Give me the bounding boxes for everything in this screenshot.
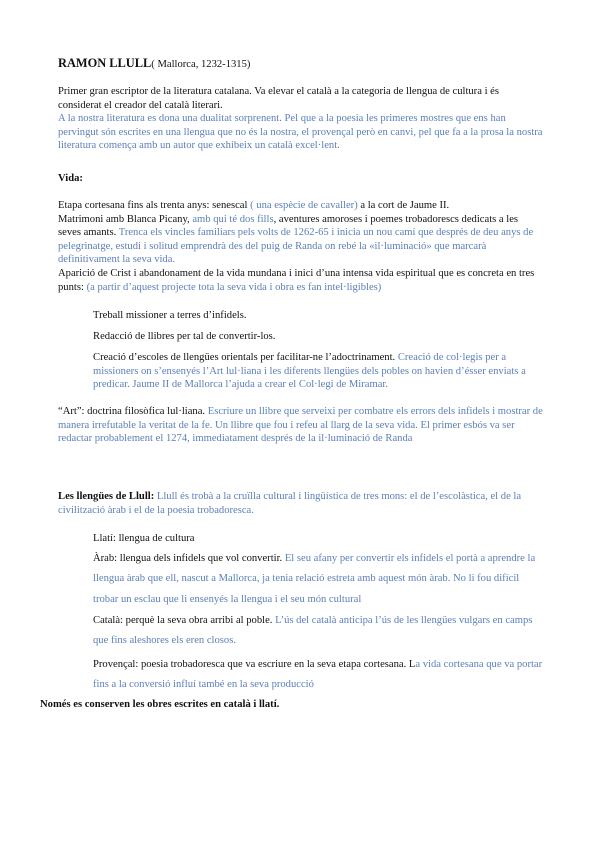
list-item: Àrab: llengua dels infidels que vol convertir. El seu afany per convertir els infidels el portà a aprendre la llengua àrab que ell, nascut a Mallorca, ja tenia relació estreta amb aquest món àrab. No li fou difícil trobar un esclau que li ensenyés la llengua i el seu món cultural <box>93 553 536 605</box>
list-item: Creació d’escoles de llengües orientals per facilitar-ne l’adoctrinament. Creació de col·legis per a missioners on s’ensenyés l’Art lul·liana i les diferents llengües dels pobles on havien d’ésser enviats a predicar. Jaume II de Mallorca l’ajuda a crear el Col·legi de Miramar. <box>93 352 526 391</box>
list-item: Català: perquè la seva obra arribi al poble. L’ús del català anticipa l’ús de les llengües vulgars en camps que fins aleshores els eren closos. <box>93 615 533 647</box>
title-name: RAMON LLULL <box>58 56 152 70</box>
art-paragraph: “Art”: doctrina filosòfica lul·liana. Escriure un llibre que serveixi per combatre els errors dels infidels i mostrar de manera irrefutable la veritat de la fe. Un llibre que fou i refeu al llarg de la seva vida. El primer esbós va ser redactar probablement el 1274, immediatament després de la il·luminació de Randa <box>58 406 543 445</box>
list-item: Treball missioner a terres d’infidels. <box>93 310 247 321</box>
list-item: Provençal: poesia trobadoresca que va escriure en la seva etapa cortesana. La vida cortesana que va portar fins a la conversió influí també en la seva producció <box>93 659 543 691</box>
section-heading-vida: Vida: <box>58 173 83 184</box>
title-dates: ( Mallorca, 1232-1315) <box>151 59 251 70</box>
intro-paragraph: Primer gran escriptor de la literatura catalana. Va elevar el català a la categoria de llengua de cultura i és considerat el creador del català literari. A la nostra literatura es dona una dualitat sorprenent. Pel que a la poesia les primeres mostres que ens han pervingut són escrites en una llengua que no és la nostra, el provençal però en canvi, pel que fa a la prosa la nostra literatura comença amb un autor que exhibeix un català excel·lent. <box>58 86 543 152</box>
list-item: Redacció de llibres per tal de convertir-los. <box>93 331 276 342</box>
closing-note: Només es conserven les obres escrites en català i llatí. <box>40 699 280 710</box>
page-title <box>58 56 250 71</box>
list-item: Llatí: llengua de cultura <box>93 533 195 544</box>
vida-paragraph: Etapa cortesana fins als trenta anys: senescal ( una espècie de cavaller) a la cort de Jaume II. Matrimoni amb Blanca Picany, amb qui té dos fills, aventures amoroses i poemes trobadorescs dedicats a les seves amants. Trenca els vincles familiars pels volts de 1262-65 i inicia un nou camí que després de deu anys de pelegrinatge, estudi i solitud emprendrà des del puig de Randa on rebé la «il·luminació» que marcarà definitivament la seva vida. Aparició de Crist i abandonament de la vida mundana i inici d’una intensa vida espiritual que es concreta en tres punts: (a partir d’aquest projecte tota la seva vida i obra es fan intel·ligibles) <box>58 200 535 293</box>
llengues-paragraph: Les llengües de Llull: Llull és trobà a la cruïlla cultural i lingüística de tres mons: el de l’escolàstica, el de la civilització àrab i el de la poesia trobadoresca. <box>58 491 522 516</box>
